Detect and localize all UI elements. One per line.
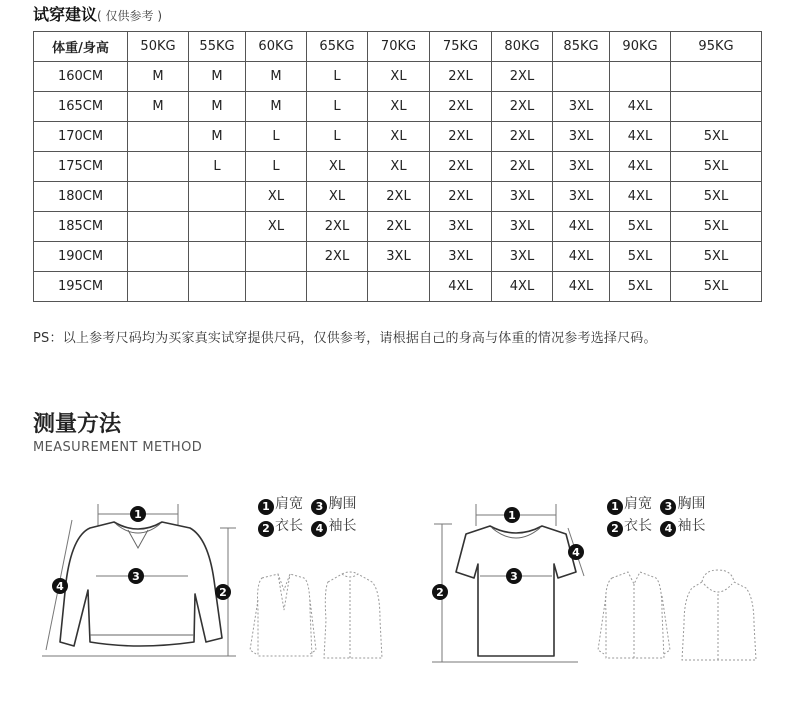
marker-length bbox=[215, 584, 231, 600]
sweatshirt-icon bbox=[60, 522, 222, 646]
size-cell: 3XL bbox=[553, 182, 610, 212]
weight-header: 90KG bbox=[610, 32, 671, 62]
size-cell: 2XL bbox=[492, 152, 553, 182]
size-cell: 2XL bbox=[492, 92, 553, 122]
size-cell: 2XL bbox=[430, 62, 492, 92]
tshirt-measurement-diagram bbox=[428, 496, 598, 671]
table-row bbox=[34, 212, 762, 242]
size-cell: L bbox=[189, 152, 246, 182]
size-chart-table bbox=[33, 31, 762, 302]
weight-header: 55KG bbox=[189, 32, 246, 62]
size-cell: 3XL bbox=[553, 152, 610, 182]
marker-number: 4 bbox=[56, 580, 64, 593]
size-cell bbox=[128, 242, 189, 272]
size-cell: XL bbox=[368, 62, 430, 92]
jacket-sketches-left bbox=[244, 570, 384, 665]
size-cell bbox=[610, 62, 671, 92]
size-cell: M bbox=[189, 92, 246, 122]
weight-header: 95KG bbox=[671, 32, 762, 62]
measurement-title: 测量方法 bbox=[33, 412, 122, 437]
marker-number: 3 bbox=[132, 570, 140, 583]
measurement-subtitle: MEASUREMENT METHOD bbox=[33, 440, 203, 455]
size-cell: XL bbox=[246, 182, 307, 212]
sweatshirt-measurement-diagram bbox=[30, 490, 250, 675]
size-cell: 4XL bbox=[610, 122, 671, 152]
size-cell: L bbox=[307, 92, 368, 122]
size-cell bbox=[128, 272, 189, 302]
size-cell: 4XL bbox=[492, 272, 553, 302]
marker-number: 3 bbox=[510, 570, 518, 583]
shirt-icon bbox=[606, 572, 664, 658]
size-cell: 3XL bbox=[430, 242, 492, 272]
weight-header: 60KG bbox=[246, 32, 307, 62]
legend-label-length: 衣长 bbox=[275, 518, 303, 534]
legend-label-shoulder: 肩宽 bbox=[624, 496, 652, 512]
size-cell: 5XL bbox=[671, 122, 762, 152]
marker-number: 4 bbox=[572, 546, 580, 559]
height-cell: 165CM bbox=[34, 92, 128, 122]
height-cell: 180CM bbox=[34, 182, 128, 212]
height-cell: 175CM bbox=[34, 152, 128, 182]
measurement-legend-left bbox=[258, 493, 360, 537]
page-title-main: 试穿建议 bbox=[33, 5, 98, 24]
size-cell: 3XL bbox=[368, 242, 430, 272]
height-cell: 185CM bbox=[34, 212, 128, 242]
size-cell: 5XL bbox=[671, 272, 762, 302]
table-row bbox=[34, 182, 762, 212]
hoodie-icon bbox=[682, 570, 756, 660]
weight-header: 85KG bbox=[553, 32, 610, 62]
size-cell: XL bbox=[246, 212, 307, 242]
table-row bbox=[34, 122, 762, 152]
size-cell: 5XL bbox=[610, 242, 671, 272]
table-row bbox=[34, 152, 762, 182]
number-badge: 4 bbox=[660, 521, 676, 537]
page-title bbox=[33, 2, 162, 25]
legend-label-chest: 胸围 bbox=[328, 496, 357, 512]
size-cell: 4XL bbox=[610, 152, 671, 182]
size-cell: 3XL bbox=[553, 92, 610, 122]
marker-shoulder bbox=[130, 506, 146, 522]
size-cell: 2XL bbox=[307, 212, 368, 242]
size-cell: M bbox=[246, 92, 307, 122]
size-cell: 4XL bbox=[610, 182, 671, 212]
marker-shoulder bbox=[504, 507, 520, 523]
size-cell bbox=[128, 152, 189, 182]
size-cell: 5XL bbox=[671, 152, 762, 182]
size-cell: 3XL bbox=[430, 212, 492, 242]
legend-label-length: 衣长 bbox=[624, 518, 652, 534]
legend-label-shoulder: 肩宽 bbox=[275, 496, 303, 512]
size-cell bbox=[246, 272, 307, 302]
size-cell: 5XL bbox=[610, 212, 671, 242]
size-cell: M bbox=[246, 62, 307, 92]
size-cell bbox=[368, 272, 430, 302]
size-cell bbox=[128, 182, 189, 212]
marker-number: 1 bbox=[508, 509, 516, 522]
marker-chest bbox=[128, 568, 144, 584]
tshirt-icon bbox=[456, 526, 576, 656]
number-badge: 3 bbox=[660, 499, 676, 515]
size-cell: 4XL bbox=[553, 242, 610, 272]
size-cell bbox=[189, 212, 246, 242]
weight-header: 80KG bbox=[492, 32, 553, 62]
marker-sleeve bbox=[52, 578, 68, 594]
size-cell: L bbox=[246, 122, 307, 152]
size-cell bbox=[671, 92, 762, 122]
size-cell: 5XL bbox=[671, 212, 762, 242]
size-cell: 2XL bbox=[492, 62, 553, 92]
size-note: PS：以上参考尺码均为买家真实试穿提供尺码，仅供参考，请根据自己的身高与体重的情况参考选择尺码。 bbox=[33, 331, 657, 346]
size-cell: 4XL bbox=[553, 212, 610, 242]
size-cell: 2XL bbox=[430, 152, 492, 182]
table-row bbox=[34, 92, 762, 122]
size-cell: 5XL bbox=[671, 182, 762, 212]
weight-header: 75KG bbox=[430, 32, 492, 62]
size-cell bbox=[128, 212, 189, 242]
size-cell: XL bbox=[368, 152, 430, 182]
size-cell bbox=[189, 272, 246, 302]
size-cell: L bbox=[246, 152, 307, 182]
table-corner-header: 体重/身高 bbox=[34, 32, 128, 62]
zip-sweatshirt-icon bbox=[324, 574, 382, 658]
table-header-row bbox=[34, 32, 762, 62]
number-badge: 1 bbox=[607, 499, 623, 515]
size-cell: 2XL bbox=[368, 212, 430, 242]
size-cell bbox=[307, 272, 368, 302]
legend-label-chest: 胸围 bbox=[677, 496, 706, 512]
weight-header: 70KG bbox=[368, 32, 430, 62]
blazer-icon bbox=[258, 574, 313, 656]
height-cell: 160CM bbox=[34, 62, 128, 92]
number-badge: 2 bbox=[258, 521, 274, 537]
marker-sleeve bbox=[568, 544, 584, 560]
size-cell: M bbox=[189, 122, 246, 152]
size-cell: XL bbox=[307, 152, 368, 182]
marker-number: 2 bbox=[436, 586, 444, 599]
marker-number: 2 bbox=[219, 586, 227, 599]
size-cell: M bbox=[189, 62, 246, 92]
size-cell: XL bbox=[307, 182, 368, 212]
legend-label-sleeve: 袖长 bbox=[677, 518, 706, 534]
size-cell bbox=[128, 122, 189, 152]
table-row bbox=[34, 272, 762, 302]
size-cell: L bbox=[307, 122, 368, 152]
size-cell: 2XL bbox=[430, 182, 492, 212]
size-cell bbox=[553, 62, 610, 92]
size-cell: M bbox=[128, 92, 189, 122]
size-cell: 2XL bbox=[492, 122, 553, 152]
size-cell: 3XL bbox=[553, 122, 610, 152]
number-badge: 3 bbox=[311, 499, 327, 515]
size-cell: 4XL bbox=[610, 92, 671, 122]
size-cell: 4XL bbox=[553, 272, 610, 302]
size-cell: 2XL bbox=[430, 92, 492, 122]
size-cell: 2XL bbox=[307, 242, 368, 272]
size-cell: L bbox=[307, 62, 368, 92]
size-cell: 3XL bbox=[492, 182, 553, 212]
size-cell: XL bbox=[368, 92, 430, 122]
size-cell: 2XL bbox=[368, 182, 430, 212]
number-badge: 1 bbox=[258, 499, 274, 515]
number-badge: 4 bbox=[311, 521, 327, 537]
table-row bbox=[34, 242, 762, 272]
page-title-sub: ( 仅供参考 ) bbox=[97, 9, 163, 23]
size-cell: 4XL bbox=[430, 272, 492, 302]
height-cell: 170CM bbox=[34, 122, 128, 152]
height-cell: 190CM bbox=[34, 242, 128, 272]
marker-length bbox=[432, 584, 448, 600]
size-cell: 5XL bbox=[610, 272, 671, 302]
size-cell: 5XL bbox=[671, 242, 762, 272]
weight-header: 50KG bbox=[128, 32, 189, 62]
legend-label-sleeve: 袖长 bbox=[328, 518, 357, 534]
height-cell: 195CM bbox=[34, 272, 128, 302]
shirt-sketches-right bbox=[590, 568, 760, 668]
weight-header: 65KG bbox=[307, 32, 368, 62]
marker-chest bbox=[506, 568, 522, 584]
size-cell: 3XL bbox=[492, 242, 553, 272]
size-cell bbox=[189, 182, 246, 212]
size-cell: M bbox=[128, 62, 189, 92]
size-cell bbox=[189, 242, 246, 272]
marker-number: 1 bbox=[134, 508, 142, 521]
size-cell bbox=[246, 242, 307, 272]
size-cell: 3XL bbox=[492, 212, 553, 242]
number-badge: 2 bbox=[607, 521, 623, 537]
measurement-legend-right bbox=[607, 493, 709, 537]
size-cell: XL bbox=[368, 122, 430, 152]
size-cell: 2XL bbox=[430, 122, 492, 152]
table-row bbox=[34, 62, 762, 92]
size-cell bbox=[671, 62, 762, 92]
